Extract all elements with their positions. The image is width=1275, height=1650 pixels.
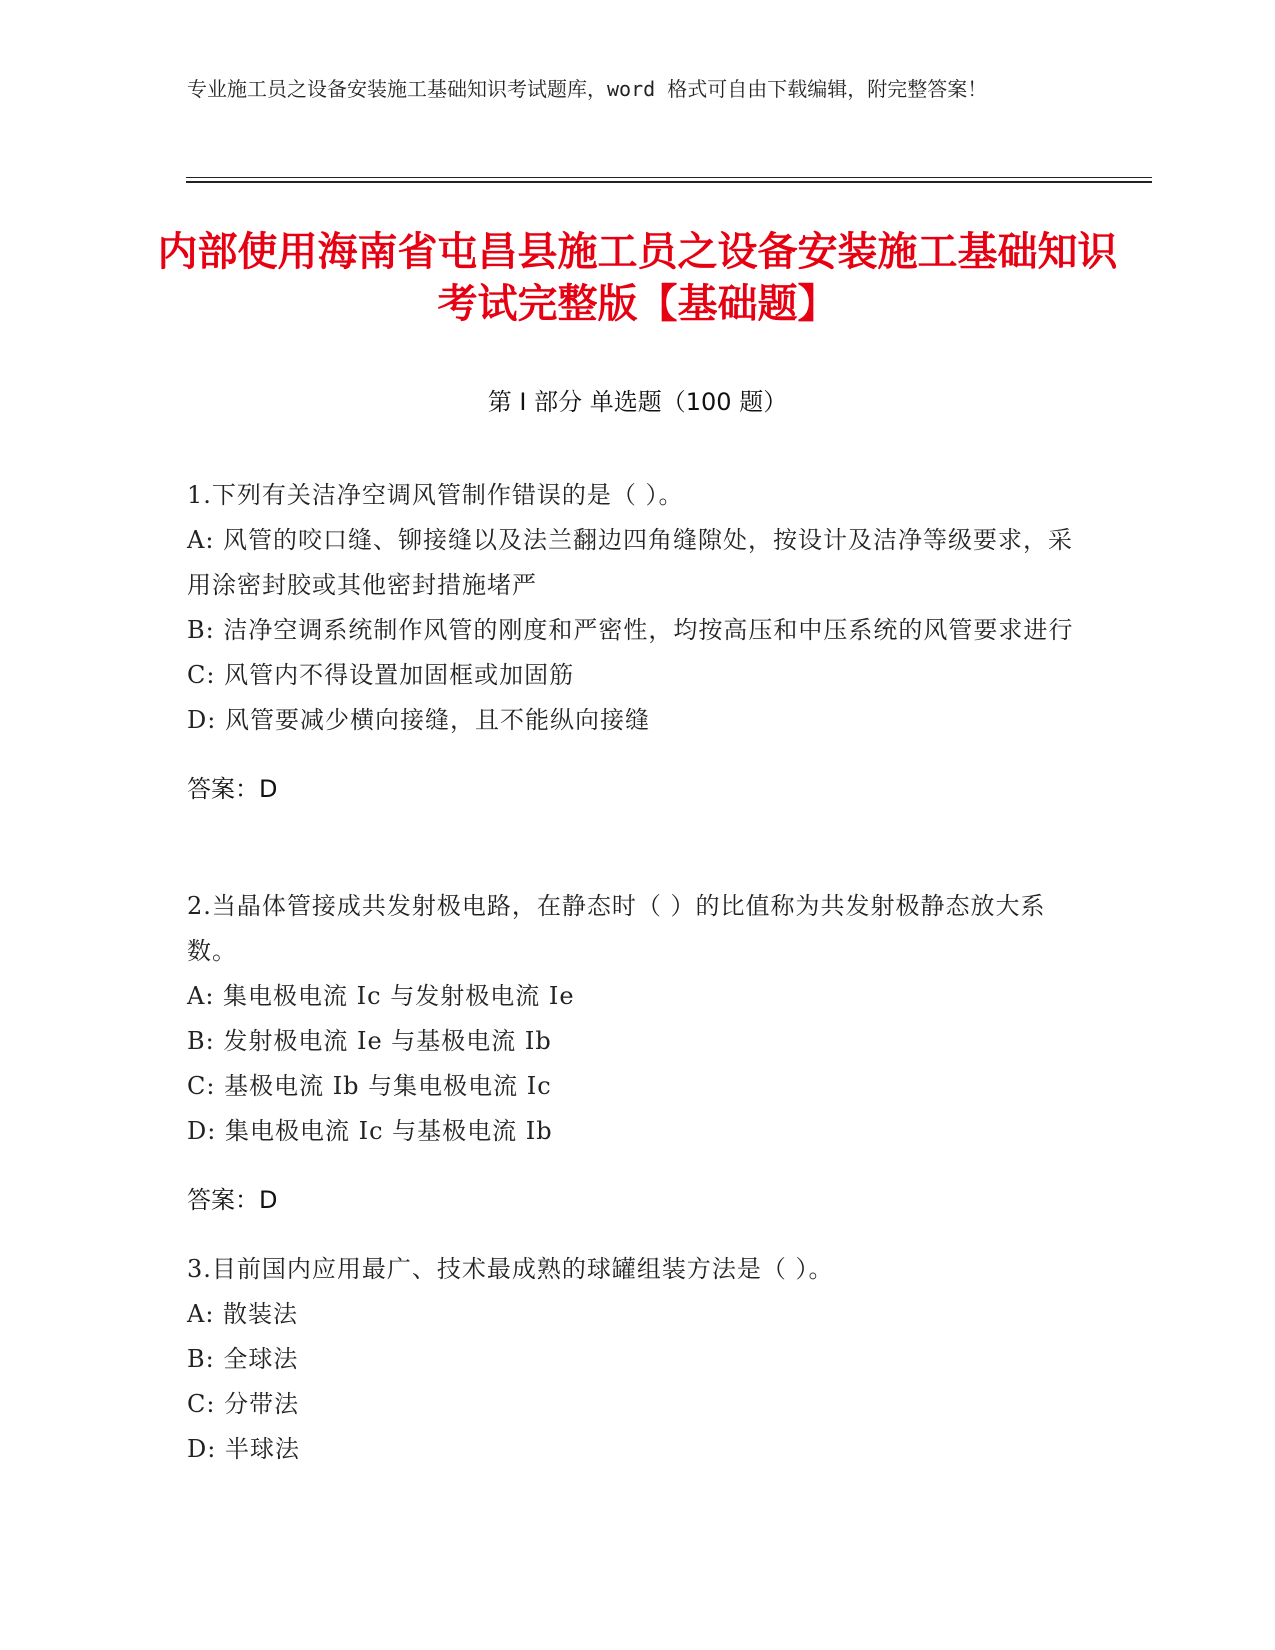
option-d: D: 风管要减少横向接缝，且不能纵向接缝 xyxy=(187,706,650,734)
option-a: A: 风管的咬口缝、铆接缝以及法兰翻边四角缝隙处，按设计及洁净等级要求，采用涂密封胶或其他密封措施堵严 xyxy=(187,526,1074,599)
header-divider-thick xyxy=(186,181,1152,183)
question-1 xyxy=(187,473,1077,836)
option-b: B: 洁净空调系统制作风管的刚度和严密性，均按高压和中压系统的风管要求进行 xyxy=(187,616,1074,644)
option-c: C: 分带法 xyxy=(187,1390,300,1418)
header-note: 专业施工员之设备安装施工基础知识考试题库，word 格式可自由下载编辑，附完整答案！ xyxy=(187,77,988,101)
question-stem: 3.目前国内应用最广、技术最成熟的球罐组装方法是（ ）。 xyxy=(187,1255,834,1283)
option-c: C: 基极电流 Ib 与集电极电流 Ic xyxy=(187,1072,552,1100)
option-b: B: 发射极电流 Ie 与基极电流 Ib xyxy=(187,1027,552,1055)
answer: 答案：D xyxy=(187,1186,278,1214)
option-a: A: 散装法 xyxy=(187,1300,299,1328)
question-stem: 1.下列有关洁净空调风管制作错误的是（ ）。 xyxy=(187,481,684,509)
document-title: 内部使用海南省屯昌县施工员之设备安装施工基础知识考试完整版【基础题】 xyxy=(157,229,1118,327)
answer: 答案：D xyxy=(187,775,278,803)
option-b: B: 全球法 xyxy=(187,1345,299,1373)
option-d: D: 半球法 xyxy=(187,1435,300,1463)
question-stem: 2.当晶体管接成共发射极电路，在静态时（ ）的比值称为共发射极静态放大系数。 xyxy=(187,892,1046,965)
header-divider-thin xyxy=(186,177,1152,178)
option-d: D: 集电极电流 Ic 与基极电流 Ib xyxy=(187,1117,553,1145)
option-c: C: 风管内不得设置加固框或加固筋 xyxy=(187,661,575,689)
section-heading: 第 I 部分 单选题（100 题） xyxy=(487,388,788,416)
option-a: A: 集电极电流 Ic 与发射极电流 Ie xyxy=(187,982,575,1010)
question-2 xyxy=(187,884,1077,1247)
question-3 xyxy=(187,1247,1077,1472)
